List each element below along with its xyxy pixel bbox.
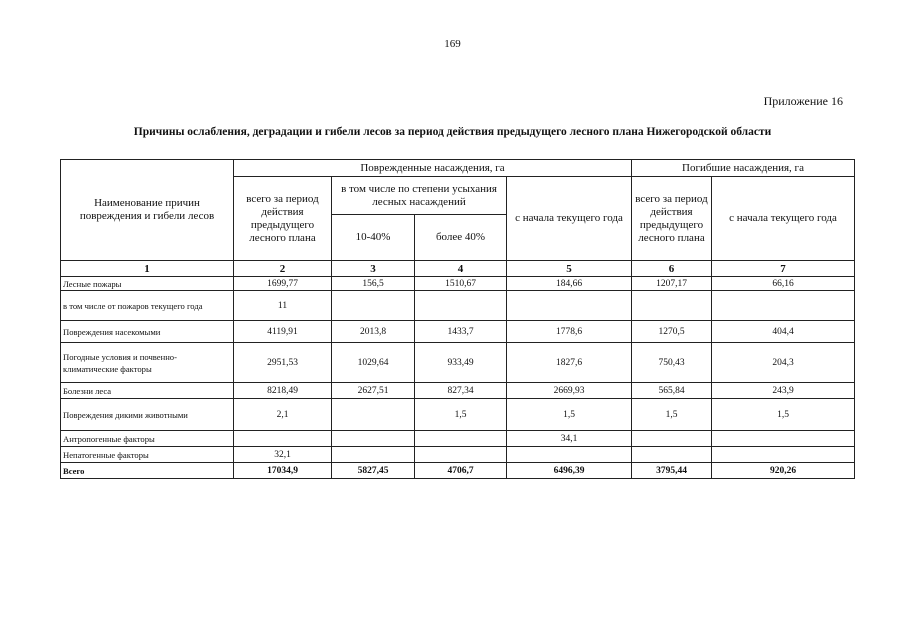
row-value-cell [415, 291, 507, 321]
row-value-cell: 1207,17 [632, 277, 712, 291]
row-value-cell [332, 399, 415, 431]
row-value-cell [234, 431, 332, 447]
row-value-cell: 2013,8 [332, 321, 415, 343]
header-dead-total: всего за период действия предыдущего лесного плана [632, 177, 712, 261]
row-value-cell: 1,5 [712, 399, 855, 431]
document-title: Причины ослабления, деградации и гибели лесов за период действия предыдущего лесного плана Нижегородской области [133, 126, 772, 138]
row-value-cell: 1433,7 [415, 321, 507, 343]
row-value-cell [632, 291, 712, 321]
row-value-cell: 2669,93 [507, 383, 632, 399]
row-value-cell: 17034,9 [234, 463, 332, 479]
row-cause-name: Антропогенные факторы [61, 431, 234, 447]
table-row [61, 399, 855, 431]
row-value-cell: 933,49 [415, 343, 507, 383]
row-value-cell: 8218,49 [234, 383, 332, 399]
row-value-cell: 6496,39 [507, 463, 632, 479]
table-row [61, 277, 855, 291]
column-number: 2 [234, 261, 332, 277]
row-value-cell: 827,34 [415, 383, 507, 399]
row-value-cell [507, 447, 632, 463]
row-value-cell: 1510,67 [415, 277, 507, 291]
row-value-cell: 3795,44 [632, 463, 712, 479]
header-damaged-total: всего за период действия предыдущего лесного плана [234, 177, 332, 261]
row-cause-name: Повреждения дикими животными [61, 399, 234, 431]
row-value-cell [332, 447, 415, 463]
table-row [61, 383, 855, 399]
row-value-cell: 1778,6 [507, 321, 632, 343]
row-value-cell [712, 431, 855, 447]
row-value-cell: 1029,64 [332, 343, 415, 383]
row-value-cell: 66,16 [712, 277, 855, 291]
table-row [61, 343, 855, 383]
column-number: 7 [712, 261, 855, 277]
row-value-cell: 156,5 [332, 277, 415, 291]
row-value-cell [632, 431, 712, 447]
row-value-cell: 4706,7 [415, 463, 507, 479]
row-value-cell: 920,26 [712, 463, 855, 479]
header-drying-group: в том числе по степени усыхания лесных насаждений [332, 177, 507, 215]
header-drying-over-40: более 40% [415, 215, 507, 261]
table-row [61, 321, 855, 343]
row-cause-name: Повреждения насекомыми [61, 321, 234, 343]
row-value-cell: 34,1 [507, 431, 632, 447]
row-value-cell: 404,4 [712, 321, 855, 343]
row-cause-name: Погодные условия и почвенно-климатические факторы [61, 343, 234, 383]
header-cause-name: Наименование причин повреждения и гибели лесов [61, 160, 234, 261]
row-cause-name: Непатогенные факторы [61, 447, 234, 463]
row-value-cell [415, 431, 507, 447]
row-value-cell: 1270,5 [632, 321, 712, 343]
row-value-cell [507, 291, 632, 321]
forest-damage-table [60, 159, 855, 479]
appendix-label: Приложение 16 [763, 94, 843, 108]
column-number: 1 [61, 261, 234, 277]
row-value-cell: 750,43 [632, 343, 712, 383]
table-row [61, 463, 855, 479]
row-value-cell: 2951,53 [234, 343, 332, 383]
column-number-row [61, 261, 855, 277]
row-value-cell: 5827,45 [332, 463, 415, 479]
page-number: 169 [444, 38, 461, 50]
table-row [61, 291, 855, 321]
row-cause-name: Всего [61, 463, 234, 479]
row-value-cell: 2,1 [234, 399, 332, 431]
row-value-cell: 184,66 [507, 277, 632, 291]
row-value-cell: 565,84 [632, 383, 712, 399]
row-cause-name: Лесные пожары [61, 277, 234, 291]
row-value-cell: 32,1 [234, 447, 332, 463]
row-value-cell [332, 291, 415, 321]
row-value-cell: 243,9 [712, 383, 855, 399]
header-drying-10-40: 10-40% [332, 215, 415, 261]
column-number: 6 [632, 261, 712, 277]
row-value-cell: 1,5 [632, 399, 712, 431]
row-value-cell [632, 447, 712, 463]
row-value-cell [415, 447, 507, 463]
header-dead-current-year: с начала текущего года [712, 177, 855, 261]
table-row [61, 447, 855, 463]
row-value-cell: 1,5 [415, 399, 507, 431]
row-value-cell: 1827,6 [507, 343, 632, 383]
column-number: 4 [415, 261, 507, 277]
row-value-cell: 1699,77 [234, 277, 332, 291]
header-dead-group: Погибшие насаждения, га [632, 160, 855, 177]
row-value-cell: 2627,51 [332, 383, 415, 399]
row-value-cell [712, 447, 855, 463]
table-row [61, 431, 855, 447]
row-value-cell [332, 431, 415, 447]
row-value-cell: 1,5 [507, 399, 632, 431]
row-value-cell [712, 291, 855, 321]
row-cause-name: в том числе от пожаров текущего года [61, 291, 234, 321]
row-value-cell: 204,3 [712, 343, 855, 383]
column-number: 3 [332, 261, 415, 277]
row-value-cell: 4119,91 [234, 321, 332, 343]
column-number: 5 [507, 261, 632, 277]
header-damaged-current-year: с начала текущего года [507, 177, 632, 261]
row-value-cell: 11 [234, 291, 332, 321]
row-cause-name: Болезни леса [61, 383, 234, 399]
header-damaged-group: Поврежденные насаждения, га [234, 160, 632, 177]
